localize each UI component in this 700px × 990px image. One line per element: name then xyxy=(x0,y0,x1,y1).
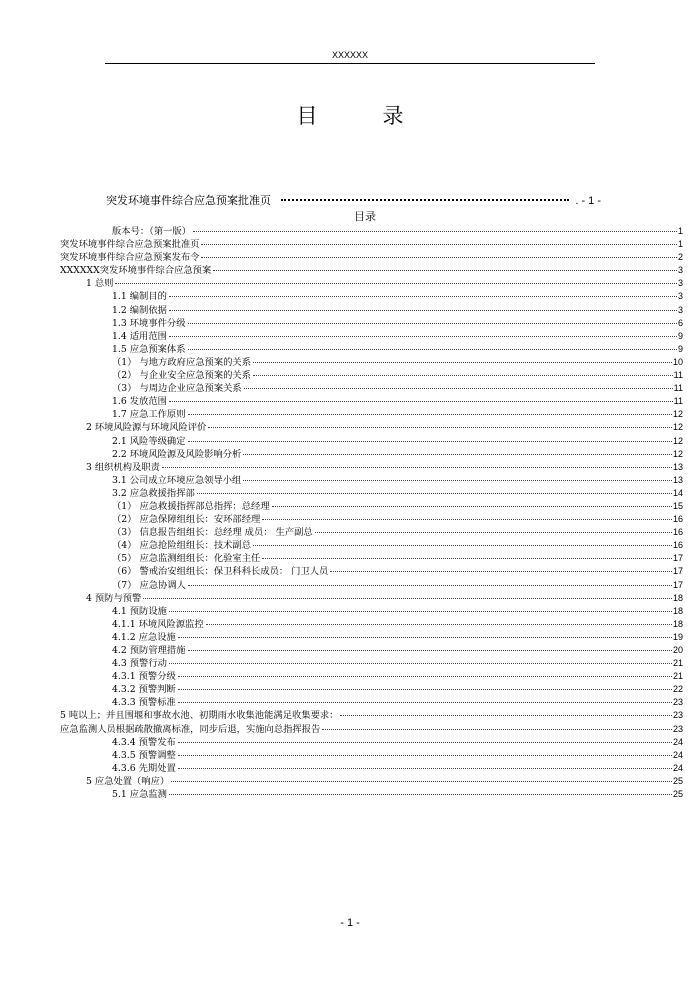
toc-entry[interactable] xyxy=(60,736,683,749)
toc-entry-page: 12 xyxy=(672,409,683,420)
toc-entry-leader xyxy=(162,467,672,468)
toc-entry-leader xyxy=(169,401,673,402)
toc-entry-page: 13 xyxy=(672,461,683,472)
toc-entry-page: 15 xyxy=(672,500,683,511)
toc-entry-leader xyxy=(178,689,672,690)
toc-entry[interactable] xyxy=(60,264,683,277)
toc-entry-leader xyxy=(188,323,677,324)
toc-entry-page: 24 xyxy=(672,749,683,760)
toc-entry-page: 23 xyxy=(672,710,683,721)
toc-entry[interactable] xyxy=(60,225,683,238)
toc-entry-text: 4 预防与预警 xyxy=(86,592,142,604)
toc-entry[interactable] xyxy=(60,356,683,369)
toc-entry-leader xyxy=(213,270,677,271)
toc-entry[interactable] xyxy=(60,762,683,775)
toc-entry-page: 9 xyxy=(677,330,683,341)
toc-entry-page: 21 xyxy=(672,658,683,669)
toc-entry-text: 突发环境事件综合应急预案发布令 xyxy=(60,252,200,264)
toc-entry-leader xyxy=(178,768,672,769)
toc-entry-leader xyxy=(262,558,672,559)
toc-subtitle: 目录 xyxy=(354,210,376,223)
toc-entry-text: （2） 与企业安全应急预案的关系 xyxy=(112,370,252,382)
toc-entry-page: 16 xyxy=(672,514,683,525)
toc-entry[interactable] xyxy=(60,709,683,722)
toc-entry[interactable] xyxy=(60,775,683,788)
toc-entry-text: 4.2 预防管理措施 xyxy=(112,645,186,656)
toc-entry-text: 4.3.2 预警判断 xyxy=(112,684,176,696)
toc-entry-text: （4） 应急抢险组组长：技术副总 xyxy=(112,540,252,552)
toc-entry-leader xyxy=(169,663,672,664)
toc-entry-text: 3.1 公司成立环境应急领导小组 xyxy=(112,474,242,486)
toc-entry-text: 4.1.1 环境风险源监控 xyxy=(112,618,204,630)
toc-entry-text: 4.3.5 预警调整 xyxy=(112,749,176,761)
toc-entry-page: 21 xyxy=(672,671,683,682)
toc-entry[interactable] xyxy=(60,290,683,303)
toc-entry-page: 6 xyxy=(677,317,683,328)
toc-entry-leader xyxy=(178,742,672,743)
toc-entry[interactable] xyxy=(60,251,683,264)
toc-entry[interactable] xyxy=(60,749,683,762)
toc-entry-page: 3 xyxy=(677,304,683,315)
toc-entry-leader xyxy=(171,781,672,782)
toc-entry-leader xyxy=(169,296,677,297)
page-title: 目 录 xyxy=(296,104,426,128)
toc-entry-leader xyxy=(208,427,672,428)
toc-entry[interactable] xyxy=(60,552,683,565)
toc-entry-page: 3 xyxy=(677,278,683,289)
toc-entry-text: 版本号：（第一版） xyxy=(112,226,192,237)
toc-entry-leader xyxy=(178,637,672,638)
approval-entry-label: 突发环境事件综合应急预案批准页 xyxy=(106,194,271,207)
toc-entry-page: 12 xyxy=(672,422,683,433)
toc-entry-page: 12 xyxy=(672,435,683,446)
toc-entry-leader xyxy=(253,545,672,546)
toc-entry-page: 18 xyxy=(672,605,683,616)
toc-entry-leader xyxy=(188,650,672,651)
toc-entry[interactable] xyxy=(60,631,683,644)
toc-entry-page: 9 xyxy=(677,343,683,354)
toc-entry-text: （3） 信息报告组组长：总经理 成员： 生产副总 xyxy=(112,527,313,539)
toc-entry[interactable] xyxy=(60,330,683,343)
toc-entry-leader xyxy=(169,794,672,795)
toc-entry-leader xyxy=(201,244,677,245)
toc-entry[interactable] xyxy=(60,670,683,683)
toc-entry-text: 1 总则 xyxy=(86,278,114,290)
toc-entry-leader xyxy=(201,257,677,258)
toc-entry-page: 18 xyxy=(672,592,683,603)
toc-entry-text: （5） 应急监测组组长：化验室主任 xyxy=(112,553,261,565)
toc-entry-text: 1.6 发放范围 xyxy=(112,396,167,408)
toc-entry-text: 5.1 应急监测 xyxy=(112,789,167,801)
toc-entry-page: 23 xyxy=(672,723,683,734)
toc-entry-leader xyxy=(169,611,672,612)
toc-entry-text: 1.5 应急预案体系 xyxy=(112,343,186,355)
toc-entry-text: 应急监测人员根据疏散撤离标准，同步后退，实施向总指挥报告 xyxy=(60,723,321,735)
toc-entry-page: 18 xyxy=(672,618,683,629)
toc-entry-text: （7） 应急协调人 xyxy=(112,579,186,591)
approval-entry-page: . - 1 - xyxy=(575,195,601,207)
toc-entry-page: 1 xyxy=(677,226,683,236)
toc-entry[interactable] xyxy=(60,304,683,317)
toc-entry[interactable] xyxy=(60,474,683,487)
toc-entry-text: 5 应急处置（响应） xyxy=(86,775,170,787)
toc-entry-leader xyxy=(169,310,677,311)
toc-entry[interactable] xyxy=(60,395,683,408)
toc-entry-page: 11 xyxy=(673,396,683,407)
toc-entry[interactable] xyxy=(60,605,683,618)
toc-entry-leader xyxy=(322,729,672,730)
toc-entry-text: 2.2 环境风险源及风险影响分析 xyxy=(112,448,242,460)
toc-entry[interactable] xyxy=(60,526,683,539)
page-header: XXXXXX xyxy=(331,50,369,60)
toc-entry[interactable] xyxy=(60,448,683,461)
page-footer: - 1 - xyxy=(340,917,360,929)
toc-entry-page: 3 xyxy=(677,291,683,302)
toc-entry-page: 25 xyxy=(672,775,683,786)
toc-entry-leader xyxy=(193,231,677,232)
toc-entry-text: （6） 警戒治安组组长：保卫科科长成员： 门卫人员 xyxy=(112,566,329,578)
toc-entry-text: 2.1 风险等级确定 xyxy=(112,435,186,447)
toc-entry-text: 4.3 预警行动 xyxy=(112,658,167,670)
toc-entry[interactable] xyxy=(60,421,683,434)
toc-entry[interactable] xyxy=(60,513,683,526)
toc-entry-text: 2 环境风险源与环境风险评价 xyxy=(86,422,207,434)
toc-entry[interactable] xyxy=(60,487,683,500)
toc-entry-page: 13 xyxy=(672,474,683,485)
toc-entry-page: 22 xyxy=(672,684,683,695)
toc-entry-page: 19 xyxy=(672,631,683,642)
toc-entry[interactable] xyxy=(60,723,683,736)
toc-entry-page: 14 xyxy=(672,487,683,498)
toc-entry[interactable] xyxy=(60,683,683,696)
toc-entry-page: 10 xyxy=(672,356,683,367)
toc-entry-text: 4.1 预防设施 xyxy=(112,605,167,617)
toc-entry-leader xyxy=(188,441,672,442)
toc-entry[interactable] xyxy=(60,343,683,356)
toc-entry[interactable] xyxy=(60,277,683,290)
toc-entry-leader xyxy=(330,571,672,572)
toc-entry-leader xyxy=(253,375,673,376)
toc-entry-leader xyxy=(178,755,672,756)
toc-entry-text: 4.3.6 先期处置 xyxy=(112,762,176,774)
toc-entry[interactable] xyxy=(60,788,683,801)
toc-entry[interactable] xyxy=(60,579,683,592)
toc-entry-page: 17 xyxy=(672,579,683,590)
toc-entry[interactable] xyxy=(60,317,683,330)
toc-entry-page: 25 xyxy=(672,789,683,800)
toc-entry-leader xyxy=(178,676,672,677)
toc-entry-leader xyxy=(243,454,672,455)
toc-entry[interactable] xyxy=(60,644,683,657)
toc-entry[interactable] xyxy=(60,435,683,448)
toc-entry-page: 24 xyxy=(672,762,683,773)
toc-entry[interactable] xyxy=(60,592,683,605)
toc-entry[interactable] xyxy=(60,369,683,382)
toc-entry-leader xyxy=(243,480,672,481)
toc-entry-leader xyxy=(253,362,672,363)
toc-entry-text: 3.2 应急救援指挥部 xyxy=(112,487,195,499)
toc-entry[interactable] xyxy=(60,461,683,474)
toc-entry-text: 突发环境事件综合应急预案批准页 xyxy=(60,239,200,251)
toc-entry-leader xyxy=(315,532,672,533)
toc-entry[interactable] xyxy=(60,657,683,670)
toc-entry-text: 4.3.3 预警标准 xyxy=(112,697,176,709)
toc-entry-leader xyxy=(244,388,673,389)
toc-entry-leader xyxy=(188,414,672,415)
toc-entry[interactable] xyxy=(60,565,683,578)
toc-entry-page: 11 xyxy=(673,383,683,394)
toc-entry[interactable] xyxy=(60,618,683,631)
toc-entry-text: 3 组织机构及职责 xyxy=(86,461,160,473)
toc-entry-text: 4.3.1 预警分级 xyxy=(112,671,176,683)
toc-entry-text: 1.7 应急工作原则 xyxy=(112,409,186,421)
toc-entry-page: 1 xyxy=(677,239,683,250)
toc-entry-text: （1） 应急救援指挥部总指挥：总经理 xyxy=(112,500,270,512)
toc-entry-text: 1.1 编制目的 xyxy=(112,291,167,303)
toc-entry-leader xyxy=(197,493,672,494)
toc-entry-text: （1） 与地方政府应急预案的关系 xyxy=(112,356,252,368)
toc-entry-leader xyxy=(340,715,672,716)
toc-list xyxy=(60,225,683,801)
toc-entry-leader xyxy=(272,506,672,507)
toc-entry-text: 1.4 适用范围 xyxy=(112,330,167,342)
toc-entry-page: 17 xyxy=(672,566,683,577)
toc-entry-text: 4.1.2 应急设施 xyxy=(112,631,176,643)
toc-entry-text: （2） 应急保障组组长：安环部经理 xyxy=(112,514,261,526)
toc-entry-page: 12 xyxy=(672,448,683,459)
toc-entry-leader xyxy=(169,336,677,337)
toc-entry[interactable] xyxy=(60,382,683,395)
toc-entry-page: 23 xyxy=(672,697,683,708)
toc-entry[interactable] xyxy=(60,500,683,513)
toc-entry-text: 5 吨以上；并且围堰和事故水池、初期雨水收集池能满足收集要求： xyxy=(60,710,339,722)
toc-entry[interactable] xyxy=(60,696,683,709)
toc-entry-page: 3 xyxy=(677,265,683,276)
toc-entry-leader xyxy=(178,702,672,703)
toc-entry-leader xyxy=(206,624,672,625)
toc-entry-page: 16 xyxy=(672,540,683,551)
toc-entry-leader xyxy=(262,519,672,520)
toc-entry-leader xyxy=(115,283,677,284)
toc-entry-leader xyxy=(143,598,672,599)
toc-entry-page: 16 xyxy=(672,527,683,538)
toc-entry-page: 2 xyxy=(677,252,683,263)
toc-entry-text: （3） 与周边企业应急预案关系 xyxy=(112,383,242,395)
toc-entry-leader xyxy=(188,349,677,350)
toc-entry-text: 4.3.4 预警发布 xyxy=(112,736,176,748)
toc-entry[interactable] xyxy=(60,408,683,421)
toc-entry-text: 1.3 环境事件分级 xyxy=(112,317,186,329)
toc-entry-page: 11 xyxy=(673,370,683,381)
toc-entry-leader xyxy=(188,585,672,586)
toc-entry-text: 1.2 编制依据 xyxy=(112,304,167,316)
toc-entry[interactable] xyxy=(60,539,683,552)
toc-entry-text: XXXXXX突发环境事件综合应急预案 xyxy=(60,265,212,277)
toc-entry-page: 24 xyxy=(672,736,683,747)
toc-entry[interactable] xyxy=(60,238,683,251)
toc-entry-page: 20 xyxy=(672,645,683,655)
approval-entry-leader xyxy=(281,199,569,201)
toc-entry-page: 17 xyxy=(672,553,683,564)
approval-entry[interactable] xyxy=(106,192,601,208)
header-rule xyxy=(105,63,595,64)
